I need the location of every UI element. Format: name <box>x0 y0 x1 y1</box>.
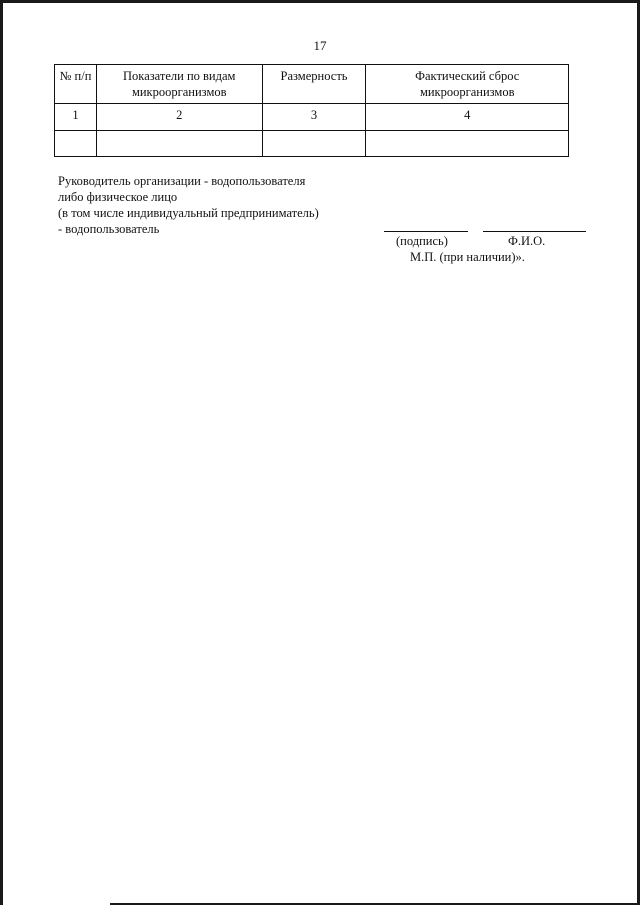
signer-line: либо физическое лицо <box>58 190 178 204</box>
header-item-number: № п/п <box>55 65 97 104</box>
table-header-row <box>55 65 569 104</box>
signer-line: - водопользователь <box>58 222 160 236</box>
table-cell: 4 <box>366 104 569 131</box>
header-actual-discharge: Фактический сброс микроорганизмов <box>366 65 569 104</box>
signer-line: Руководитель организации - водопользователя <box>58 174 306 188</box>
table-cell <box>96 131 262 157</box>
table-cell <box>262 131 366 157</box>
scan-edge-top <box>0 0 640 3</box>
scan-edge-left <box>0 0 3 905</box>
header-dimension: Размерность <box>262 65 366 104</box>
header-indicators: Показатели по видам микроорганизмов <box>96 65 262 104</box>
name-caption: Ф.И.О. <box>508 234 546 248</box>
table-cell: 2 <box>96 104 262 131</box>
signature-line <box>384 231 468 232</box>
table-cell: 1 <box>55 104 97 131</box>
table-cell <box>55 131 97 157</box>
table-row <box>55 131 569 157</box>
page-number: 17 <box>313 38 327 53</box>
stamp-note: М.П. (при наличии)». <box>410 250 525 264</box>
microorganism-discharge-table <box>54 64 569 157</box>
signer-block <box>58 173 319 237</box>
signer-line: (в том числе индивидуальный предприниматель) <box>58 206 319 220</box>
name-line <box>483 231 586 232</box>
signature-caption: (подпись) <box>396 234 448 248</box>
table-column-number-row <box>55 104 569 131</box>
table-cell: 3 <box>262 104 366 131</box>
table-cell <box>366 131 569 157</box>
